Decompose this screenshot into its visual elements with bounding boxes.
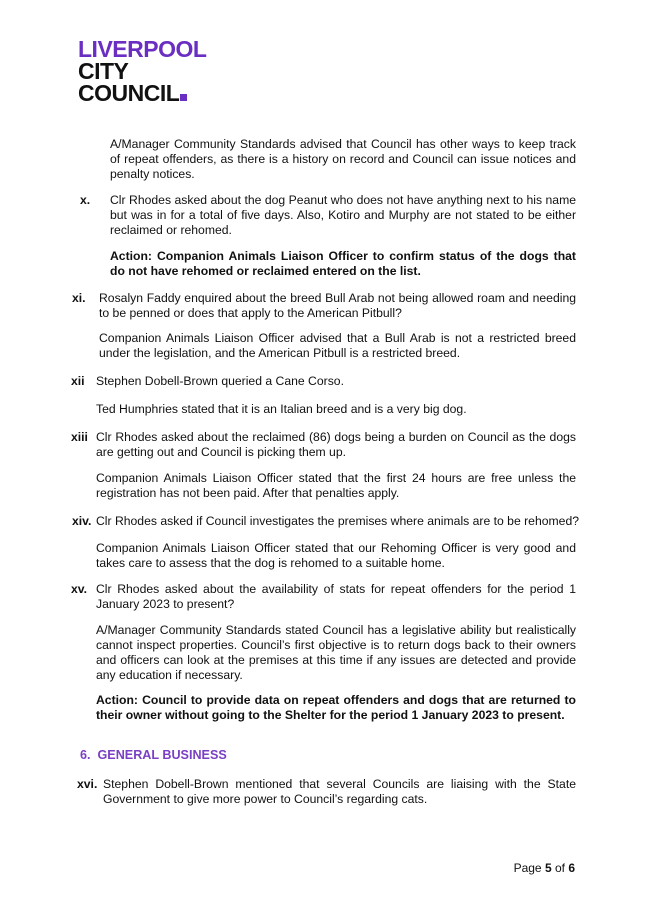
item-xv-paragraph-1: Clr Rhodes asked about the availability of stats for repeat offenders for the period 1 January 2023 to present? bbox=[96, 582, 576, 611]
item-number-xiv: xiv. bbox=[72, 514, 92, 528]
item-number-x: x. bbox=[80, 193, 91, 207]
logo-line-2: CITY bbox=[78, 58, 129, 84]
page-total: 6 bbox=[568, 861, 575, 875]
page-current: 5 bbox=[544, 861, 552, 875]
council-logo bbox=[78, 38, 206, 104]
item-number-xiii: xiii bbox=[71, 430, 88, 444]
item-xii-paragraph-1: Stephen Dobell-Brown queried a Cane Corso. bbox=[96, 374, 344, 388]
item-xvi-paragraph: Stephen Dobell-Brown mentioned that several Councils are liaising with the State Government to give more power to Council’s regarding cats. bbox=[103, 777, 576, 806]
item-x-action: Action: Companion Animals Liaison Officer to confirm status of the dogs that do not have rehomed or reclaimed entered on the list. bbox=[110, 249, 576, 278]
item-xiv-paragraph-1: Clr Rhodes asked if Council investigates the premises where animals are to be rehomed? bbox=[96, 514, 580, 528]
section-heading-general-business bbox=[80, 748, 227, 762]
item-x-paragraph-1: Clr Rhodes asked about the dog Peanut who does not have anything next to his name but was in for a total of five days. Also, Kotiro and Murphy are not stated to be either reclaimed or rehomed. bbox=[110, 193, 576, 237]
item-xiii-paragraph-1: Clr Rhodes asked about the reclaimed (86) dogs being a burden on Council as the dogs are getting out and Council is picking them up. bbox=[96, 430, 576, 459]
logo-dot-icon bbox=[180, 94, 187, 101]
item-xii-paragraph-2: Ted Humphries stated that it is an Italian breed and is a very big dog. bbox=[96, 402, 467, 416]
page-label: Page bbox=[513, 861, 545, 875]
item-xiii-paragraph-2: Companion Animals Liaison Officer stated that the first 24 hours are free unless the registration has not been paid. After that penalties apply. bbox=[96, 471, 576, 500]
logo-line-3: COUNCIL bbox=[78, 80, 180, 106]
intro-paragraph: A/Manager Community Standards advised that Council has other ways to keep track of repeat offenders, as there is a history on record and Council can issue notices and penalty notices. bbox=[110, 137, 576, 181]
page-separator: of bbox=[551, 861, 569, 875]
page-number bbox=[514, 861, 575, 875]
item-xv-action: Action: Council to provide data on repeat offenders and dogs that are returned to their owner without going to the Shelter for the period 1 January 2023 to present. bbox=[96, 693, 576, 722]
section-title: GENERAL BUSINESS bbox=[97, 748, 227, 762]
logo-line-1: LIVERPOOL bbox=[78, 36, 207, 62]
item-xiv-paragraph-2: Companion Animals Liaison Officer stated that our Rehoming Officer is very good and takes care to assess that the dog is rehomed to a suitable home. bbox=[96, 541, 576, 570]
item-number-xii: xii bbox=[71, 374, 85, 388]
item-number-xi: xi. bbox=[72, 291, 86, 305]
item-xv-paragraph-2: A/Manager Community Standards stated Council has a legislative ability but realistically cannot inspect properties. Council’s first objective is to return dogs back to their owners and officers can look at the premises at this time if any issues are detected and provide any education if necessary. bbox=[96, 623, 576, 682]
item-number-xv: xv. bbox=[71, 582, 88, 596]
item-xi-paragraph-2: Companion Animals Liaison Officer advised that a Bull Arab is not a restricted breed under the legislation, and the American Pitbull is a restricted breed. bbox=[99, 331, 576, 360]
section-number: 6. bbox=[80, 748, 91, 762]
item-xi-paragraph-1: Rosalyn Faddy enquired about the breed Bull Arab not being allowed roam and needing to be penned or does that apply to the American Pitbull? bbox=[99, 291, 576, 320]
item-number-xvi: xvi. bbox=[77, 777, 98, 791]
